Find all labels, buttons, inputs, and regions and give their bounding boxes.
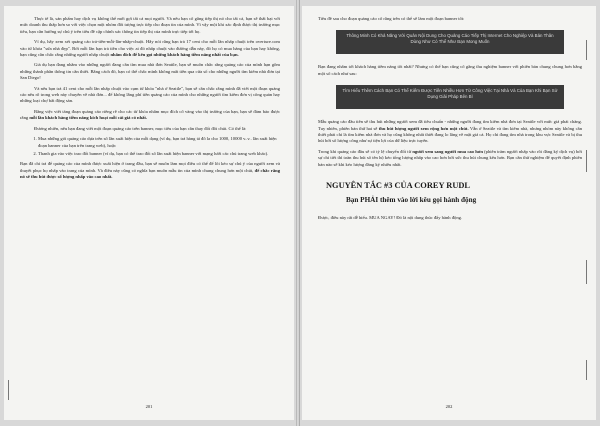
scan-mark	[586, 260, 587, 284]
paragraph-bold-text: người xem sang người mua cao hơn	[411, 148, 483, 154]
paragraph-bold-text: mỗi lần khách hàng tiềm năng kích hoạt mỗi cái giá có nhất.	[28, 115, 148, 121]
paragraph-text: (phiên trăm người nhấp vào rồi đăng ký dịch vụ) bởi sự chỉ tiết thì toàn thu hút số tên hộ kéo tổng lượng nhấp vào cao hơn bởi sức thu hút chung kêu hơn. Bạn cần thử nghiệm để quyết định phiên bản nào sẽ khi kéo lượng đăng ký nhiều nhất.	[318, 148, 582, 167]
paragraph: Thực tế là, sản phẩm hay dịch vụ không thể mới gợi tất cả mọi người. Và nếu bạn cố gắng tiếp thị nó cho tất cả, bạn sẽ thất bại với mức doanh thu thấp hơn so với việc chọn một nhóm đối tượng trực tiếp cho đoạn tin của mình. Vì vậy một khi xác định được thị trường mục tiêu, bạn cần hướng sự chú ý trên tiêu đề cặp chính xác thông tin tiếp thị của mình trực tiếp tới họ.	[20, 16, 280, 34]
paragraph	[20, 39, 280, 58]
scan-mark	[8, 380, 9, 400]
banner-example: Thông Minh Có Khả Năng Với Quản Nội Dung Cho Quảng Cáo Tiếp Thị Internet Cho Nghiệp Và Bản Thân Dùng Như Có Thể Như Bạn Mong Muốn	[336, 30, 564, 54]
list-item: 1. Mua những gói quảng cáo dựa trên số lần xuất hiện của mỗi dạng (ví dụ, bạn trả hàng tá đô la cho 1000, 10000 v..v.. lần xuất hiện đoạn banner của bạn trên trang web), hoặc	[38, 136, 280, 149]
paragraph: Giả dụ bạn đang nhắm vào những người đang cần tìm mua nhà đơn Seattle, bạn sẽ muốn chắc rằng quảng cáo của mình hạn gồm những thành phần thông tin cần thiết. Bằng cách đó, bạn có thể chắc mình không mất tiền qua cửa sổ cho những người tìm kiếm nhà đơn tại San Diego!	[20, 62, 280, 81]
banner-example: Tìm Hiểu Thêm Cách Bạn Có Thể Kiếm Được Tiền Nhiều Hơn Từ Công Việc Tại Nhà Và Của Bạn Khi Bạn Sử Dụng Giải Pháp Bên Bỉ	[336, 85, 564, 109]
right-page	[302, 6, 596, 420]
paragraph: Tiêu đề sau cho đoạn quảng cáo cố rằng trên có thể sẽ làm một đoạn banner tốt:	[318, 16, 465, 21]
scan-mark	[586, 150, 587, 172]
paragraph	[20, 161, 280, 180]
scan-mark	[586, 40, 587, 60]
paragraph-bold-text: thu hút lượng người xem rộng hơn một chút.	[377, 125, 469, 131]
page-number: 202	[445, 403, 453, 409]
paragraph: Được, điều này rất dễ hiểu. MUA NGAY! Đó là nội dung thúc đẩy hành động.	[318, 215, 463, 221]
paragraph: Bạn đang nhắm tới khách hàng tiềm năng tốt nhất? Nhưng có thể bạn cũng cố gắng thu nghiệm banner với phiên bản chung chung hơn bằng một số cách như sau:	[318, 64, 582, 76]
numbered-list	[38, 136, 280, 157]
scan-mark	[586, 360, 587, 380]
paragraph-bold-text: nhắm đích để kêu gọi những khách hàng tiềm năng nhất của bạn.	[109, 52, 239, 58]
section-subheading: Bạn PHẢI thêm vào lời kêu gọi hành động	[346, 196, 477, 205]
paragraph: Và nếu bạn trả 41 cent cho mỗi lần nhấp chuột vào cụm từ khóa "nhà ở Seattle", bạn sẽ cần chắc rằng mình đã viết một đoạn quảng cáo nêu rõ trong web này chuyên về nhà đơn... để không lãng phí tiền quảng cáo của mình cho những người tìm kiếm đơn vị công quản hay những loại chợ bất động sản.	[20, 85, 280, 104]
paragraph-text: Vẫn ở Seattle và tìm kiếm nhà, nhưng nhóm này không cần thiết phải chỉ là tìm kiếm nhà đơn và họ cũng không nhất thiết đang lo lắng về mặt giá cả. Họ chỉ đang tìm nhà trong khu vực Seattle và bị thu hút bởi số lượng công như sự tiện lợi của dữ liệu trực tuyến.	[318, 125, 582, 144]
section-heading: NGUYÊN TẮC #3 CỦA COREY RUDL	[326, 181, 471, 191]
paragraph	[318, 119, 582, 145]
paragraph	[318, 149, 582, 168]
paragraph	[20, 109, 280, 122]
page-number: 201	[145, 403, 153, 409]
list-item: 2. Thanh gia vào việc trao đổi banner (ví dụ, bạn có thể trao đổi số lần xuất hiện banner với mạng lưới các chủ trang web khác).	[38, 151, 280, 157]
paragraph-text: Ví dụ, hãy xem xét quảng cáo trả-tiền-mỗi-lần-nhấp-chuột. Hãy nói rằng bạn trả 17 cent cho mỗi lần nhấp chuột trên overture.com vào từ khóa "sửa nhà đẹp". Bởi mỗi lần bạn trả tiền cho việc ai đó nhấp chuột vào đường dẫn này, đó họ có mua hàng của bạn hay không, bạn cũng cần chắc rằng những người nhấp chuột	[20, 39, 280, 58]
paragraph-text: Bằng việc viết tăng đoạn quảng cáo riêng rẽ cho các từ khóa nhắm mục đích cố vàng vào thị trường của bạn, bạn sẽ đảm bảo được rằng	[20, 108, 280, 121]
paragraph-bold-text: để chắc rằng nó sẽ thu hút được số lượng nhấp vào cao nhất.	[20, 167, 280, 180]
paragraph: Đương nhiên, nếu bạn đang viết một đoạn quảng cáo trên banner, mục tiêu của bạn cần thay đổi đôi chút. Có thể là:	[34, 125, 247, 131]
left-page	[4, 6, 294, 420]
paragraph-text: Mẫu quảng cáo đầu tiên sẽ thu hút những người xem đã tiêu chuẩn - những người đang tìm kiếm nhà đơn tại Seattle với mức giá phải chăng. Tuy nhiên, phiên bản thứ hai sẽ	[318, 119, 582, 131]
paragraph-text: Bạn đã chỉ trả để quảng cáo của mình được xuất hiện ở trang đầu, bạn sẽ muốn làm mọi điều có thể để lôi kéo sự chú ý của người xem và thuyết phục họ nhấp vào trang của mình. Và điều này cũng có nghĩa bạn muốn mẫu tin của mình chung chung hơn một chút,	[20, 161, 280, 173]
paragraph-text: Trong khi quảng cáo đầu sẽ có tỷ lệ chuyển đổi từ	[318, 148, 412, 154]
book-gutter	[296, 0, 300, 426]
